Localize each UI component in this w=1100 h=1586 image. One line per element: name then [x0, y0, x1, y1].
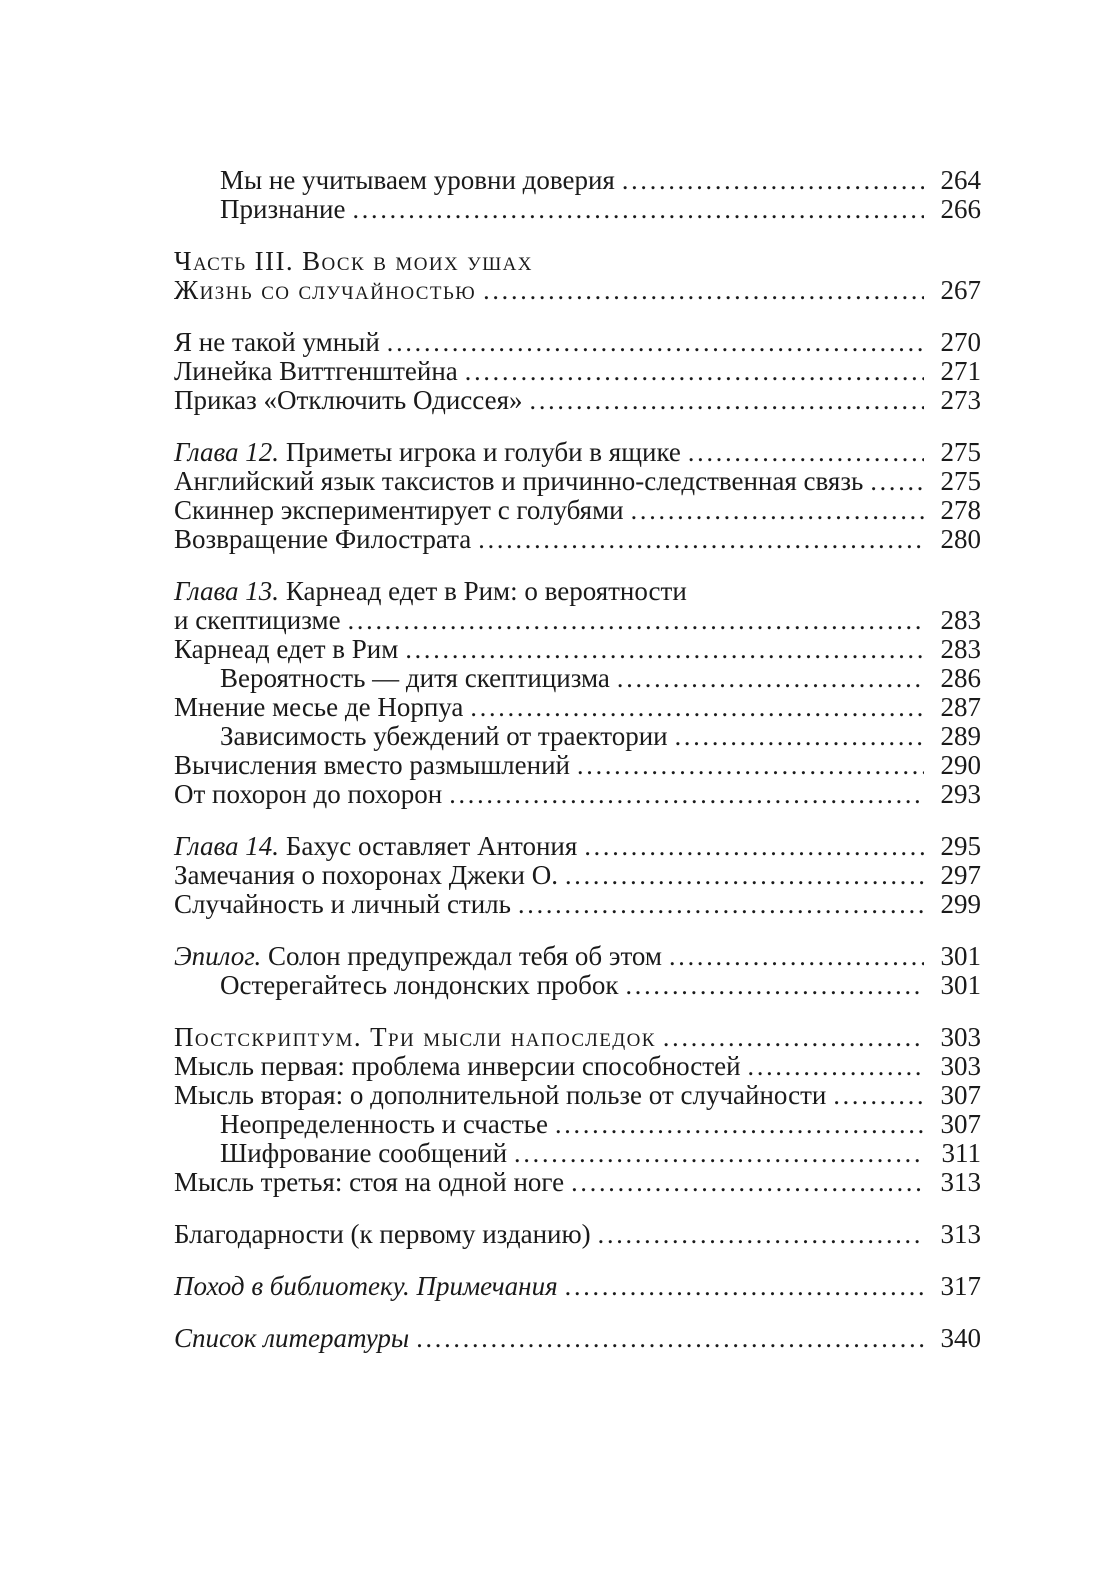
- dot-leader: [598, 1220, 924, 1249]
- toc-entry-title: Английский язык таксистов и причинно-следственная связь: [174, 466, 864, 496]
- toc-entry: [174, 438, 981, 467]
- toc-entry-page: 280: [940, 524, 981, 554]
- toc-entry: [174, 780, 981, 809]
- dot-leader: [631, 496, 924, 525]
- toc-entry-page: 297: [940, 860, 981, 890]
- section-gap: [174, 224, 981, 247]
- toc-entry-title: Признание: [220, 194, 346, 224]
- table-of-contents: [174, 166, 981, 1353]
- dot-leader: [449, 780, 924, 809]
- toc-entry: [174, 606, 981, 635]
- toc-entry: [174, 832, 981, 861]
- dot-leader: [514, 1139, 924, 1168]
- toc-entry-title: Мысль третья: стоя на одной ноге: [174, 1167, 565, 1197]
- toc-entry-page: 290: [940, 750, 981, 780]
- dot-leader: [622, 166, 924, 195]
- toc-entry-title: Замечания о похоронах Джеки О.: [174, 860, 558, 890]
- dot-leader: [405, 635, 924, 664]
- dot-leader: [387, 328, 924, 357]
- toc-entry-page: 301: [940, 970, 981, 1000]
- toc-entry: [174, 166, 981, 195]
- section-gap: [174, 1000, 981, 1023]
- toc-entry-page: 303: [940, 1022, 981, 1052]
- section-gap: [174, 1249, 981, 1272]
- section-gap: [174, 1197, 981, 1220]
- toc-entry: [174, 525, 981, 554]
- dot-leader: [565, 861, 924, 890]
- toc-entry: [174, 751, 981, 780]
- toc-entry-title: Шифрование сообщений: [220, 1138, 508, 1168]
- toc-entry-page: 289: [940, 721, 981, 751]
- toc-entry-page: 295: [940, 831, 981, 861]
- toc-entry-title: Мы не учитываем уровни доверия: [220, 165, 615, 195]
- toc-entry: [174, 577, 981, 606]
- toc-entry-title: Неопределенность и счастье: [220, 1109, 548, 1139]
- toc-entry-page: 266: [940, 194, 981, 224]
- toc-entry-title: Линейка Виттгенштейна: [174, 356, 458, 386]
- toc-entry: [174, 357, 981, 386]
- toc-entry-page: 313: [940, 1219, 981, 1249]
- toc-entry: [174, 276, 981, 305]
- dot-leader: [416, 1324, 924, 1353]
- toc-entry: [174, 635, 981, 664]
- section-gap: [174, 554, 981, 577]
- section-gap: [174, 305, 981, 328]
- toc-entry-title: От похорон до похорон: [174, 779, 443, 809]
- toc-entry: [174, 386, 981, 415]
- toc-entry-prefix: Глава 14.: [174, 831, 280, 861]
- toc-entry: [174, 890, 981, 919]
- toc-entry-title: Постскриптум. Три мысли напоследок: [174, 1022, 656, 1052]
- toc-entry-title: Скиннер экспериментирует с голубями: [174, 495, 624, 525]
- dot-leader: [688, 438, 924, 467]
- toc-entry-page: 273: [940, 385, 981, 415]
- dot-leader: [348, 606, 924, 635]
- section-gap: [174, 809, 981, 832]
- toc-entry: [174, 247, 981, 276]
- toc-entry: [174, 1324, 981, 1353]
- toc-entry-prefix: Глава 12.: [174, 437, 280, 467]
- toc-entry-page: 271: [940, 356, 981, 386]
- dot-leader: [748, 1052, 924, 1081]
- toc-entry: [174, 942, 981, 971]
- toc-entry-title: Карнеад едет в Рим: [174, 634, 399, 664]
- toc-entry-title: Остерегайтесь лондонских пробок: [220, 970, 619, 1000]
- toc-entry: [174, 467, 981, 496]
- dot-leader: [571, 1168, 924, 1197]
- toc-entry-title: Список литературы: [174, 1323, 410, 1353]
- toc-entry-page: 340: [940, 1323, 981, 1353]
- dot-leader: [483, 276, 924, 305]
- toc-entry-page: 299: [940, 889, 981, 919]
- toc-entry-title: Возвращение Филострата: [174, 524, 472, 554]
- dot-leader: [470, 693, 924, 722]
- toc-entry: [174, 861, 981, 890]
- toc-entry-page: 317: [940, 1271, 981, 1301]
- dot-leader: [555, 1110, 924, 1139]
- toc-entry-text: Карнеад едет в Рим: о вероятности: [279, 576, 687, 606]
- dot-leader: [584, 832, 924, 861]
- toc-entry-page: 303: [940, 1051, 981, 1081]
- toc-entry-title: [174, 942, 662, 971]
- toc-entry-page: 301: [940, 941, 981, 971]
- dot-leader: [669, 942, 924, 971]
- toc-entry-page: 313: [940, 1167, 981, 1197]
- dot-leader: [617, 664, 924, 693]
- toc-entry: [174, 1139, 981, 1168]
- toc-entry-title: Благодарности (к первому изданию): [174, 1219, 591, 1249]
- toc-entry: [174, 693, 981, 722]
- toc-entry: [174, 496, 981, 525]
- toc-entry: [174, 195, 981, 224]
- toc-entry: [174, 722, 981, 751]
- toc-entry-title: и скептицизме: [174, 605, 341, 635]
- toc-entry-title: Мнение месье де Норпуа: [174, 692, 464, 722]
- toc-entry-page: 293: [940, 779, 981, 809]
- toc-entry-page: 311: [941, 1138, 981, 1168]
- toc-entry-text: Приметы игрока и голуби в ящике: [279, 437, 681, 467]
- toc-entry: [174, 1168, 981, 1197]
- toc-entry-page: 278: [940, 495, 981, 525]
- dot-leader: [577, 751, 924, 780]
- dot-leader: [625, 971, 924, 1000]
- toc-entry: [174, 971, 981, 1000]
- toc-entry: [174, 1110, 981, 1139]
- toc-entry-title: Мысль первая: проблема инверсии способностей: [174, 1051, 741, 1081]
- toc-entry-page: 283: [940, 605, 981, 635]
- toc-entry: [174, 664, 981, 693]
- dot-leader: [352, 195, 924, 224]
- toc-entry-page: 264: [940, 165, 981, 195]
- toc-entry-title: Случайность и личный стиль: [174, 889, 511, 919]
- toc-entry-title: Зависимость убеждений от траектории: [220, 721, 668, 751]
- toc-entry-title: Поход в библиотеку. Примечания: [174, 1271, 558, 1301]
- toc-entry: [174, 328, 981, 357]
- dot-leader: [833, 1081, 924, 1110]
- dot-leader: [565, 1272, 924, 1301]
- toc-entry-prefix: Глава 13.: [174, 576, 280, 606]
- toc-entry-page: 287: [940, 692, 981, 722]
- toc-entry-prefix: Эпилог.: [174, 941, 262, 971]
- toc-entry-text: Солон предупреждал тебя об этом: [261, 941, 662, 971]
- section-gap: [174, 415, 981, 438]
- toc-entry-page: 307: [940, 1109, 981, 1139]
- toc-entry: [174, 1081, 981, 1110]
- toc-entry: [174, 1220, 981, 1249]
- toc-entry-page: 275: [940, 437, 981, 467]
- toc-entry-title: [174, 438, 681, 467]
- dot-leader: [870, 467, 924, 496]
- section-gap: [174, 919, 981, 942]
- toc-entry-page: 275: [940, 466, 981, 496]
- dot-leader: [518, 890, 924, 919]
- toc-entry-title: [174, 832, 577, 861]
- toc-entry-title: Жизнь со случайностью: [174, 275, 477, 305]
- dot-leader: [663, 1023, 924, 1052]
- toc-entry: [174, 1023, 981, 1052]
- toc-entry-page: 270: [940, 327, 981, 357]
- toc-entry-title: Я не такой умный: [174, 327, 380, 357]
- toc-entry-title: Вычисления вместо размышлений: [174, 750, 570, 780]
- section-gap: [174, 1301, 981, 1324]
- toc-entry-page: 267: [940, 275, 981, 305]
- toc-entry: [174, 1272, 981, 1301]
- toc-entry-title: Часть III. Воск в моих ушах: [174, 246, 533, 276]
- toc-entry-page: 283: [940, 634, 981, 664]
- dot-leader: [465, 357, 924, 386]
- dot-leader: [478, 525, 924, 554]
- toc-entry-title: [174, 577, 687, 606]
- dot-leader: [530, 386, 924, 415]
- toc-entry-title: Вероятность — дитя скептицизма: [220, 663, 610, 693]
- toc-entry-title: Приказ «Отключить Одиссея»: [174, 385, 523, 415]
- toc-entry-title: Мысль вторая: о дополнительной пользе от случайности: [174, 1080, 827, 1110]
- toc-entry-page: 286: [940, 663, 981, 693]
- toc-entry-page: 307: [940, 1080, 981, 1110]
- dot-leader: [675, 722, 924, 751]
- toc-entry-text: Бахус оставляет Антония: [279, 831, 578, 861]
- toc-entry: [174, 1052, 981, 1081]
